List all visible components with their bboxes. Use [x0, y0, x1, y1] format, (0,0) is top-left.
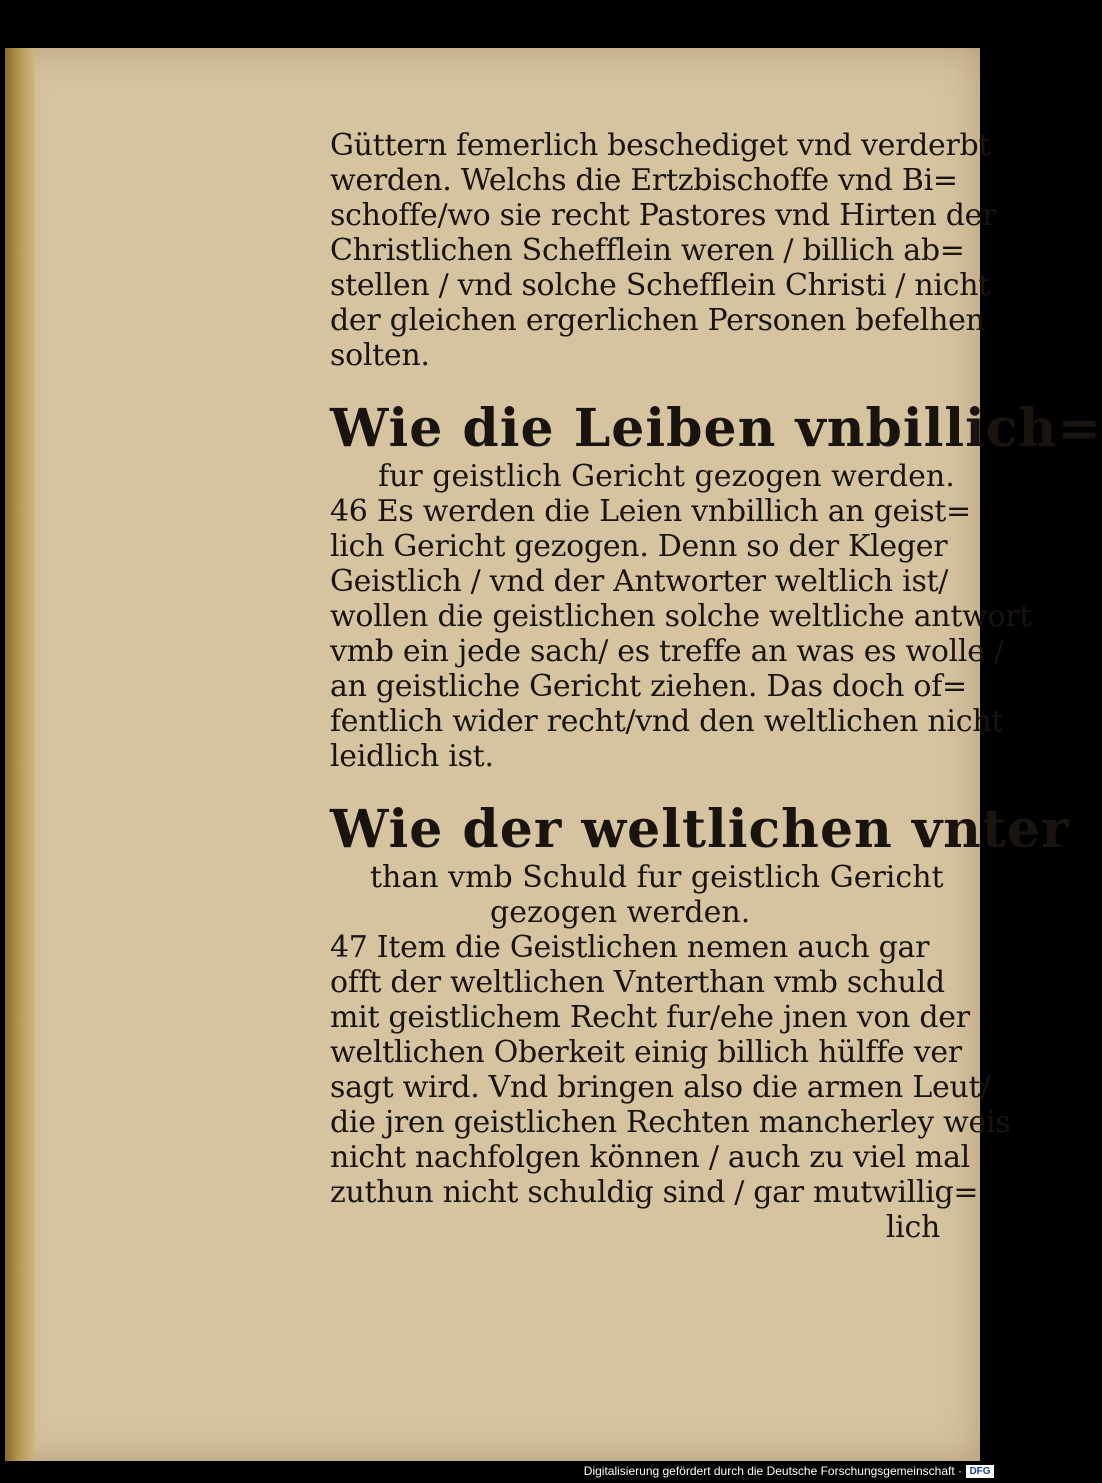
- text-line: 47 Item die Geistlichen nemen auch gar: [330, 930, 930, 965]
- text-line: 46 Es werden die Leien vnbillich an geist=: [330, 494, 971, 529]
- text-line: lich Gericht gezogen. Denn so der Kleger: [330, 529, 948, 564]
- text-line: Geistlich / vnd der Antworter weltlich ist/: [330, 564, 949, 599]
- section-heading: Wie der weltlichen vnter: [330, 799, 1070, 860]
- catchword: lich: [885, 1210, 940, 1245]
- dfg-logo: DFG: [966, 1465, 994, 1478]
- spacer: [330, 373, 940, 399]
- text-line: an geistliche Gericht ziehen. Das doch of=: [330, 669, 967, 704]
- section-subheading: than vmb Schuld fur geistlich Gericht: [370, 860, 944, 895]
- text-line: nicht nachfolgen können / auch zu viel mal: [330, 1140, 970, 1175]
- text-line: fentlich wider recht/vnd den weltlichen nicht: [330, 704, 1003, 739]
- text-line: offt der weltlichen Vnterthan vmb schuld: [330, 965, 945, 1000]
- text-line: schoffe/wo sie recht Pastores vnd Hirten der: [330, 198, 997, 233]
- text-line: der gleichen ergerlichen Personen befelhen: [330, 303, 985, 338]
- spacer: [330, 774, 940, 800]
- section-subheading: gezogen werden.: [490, 895, 751, 930]
- book-binding-edge: [5, 48, 35, 1461]
- text-line: stellen / vnd solche Schefflein Christi / nicht: [330, 268, 990, 303]
- text-block: [330, 128, 1102, 1245]
- text-line: vmb ein jede sach/ es treffe an was es wolle /: [330, 634, 1004, 669]
- section-heading: Wie die Leiben vnbillich=: [330, 398, 1102, 459]
- text-line: weltlichen Oberkeit einig billich hülffe ver: [330, 1035, 962, 1070]
- text-line: die jren geistlichen Rechten mancherley weis: [330, 1105, 1011, 1140]
- text-line: Christlichen Schefflein weren / billich ab=: [330, 233, 965, 268]
- section-subheading: fur geistlich Gericht gezogen werden.: [378, 459, 955, 494]
- text-line: leidlich ist.: [330, 739, 494, 774]
- text-line: mit geistlichem Recht fur/ehe jnen von der: [330, 1000, 970, 1035]
- footer-bar: [0, 1461, 1000, 1483]
- text-line: wollen die geistlichen solche weltliche antwort: [330, 599, 1032, 634]
- footer-credit: Digitalisierung gefördert durch die Deutsche Forschungsgemeinschaft ·: [583, 1464, 962, 1478]
- text-line: solten.: [330, 338, 430, 373]
- text-line: Güttern femerlich beschediget vnd verderbt: [330, 128, 991, 163]
- text-line: zuthun nicht schuldig sind / gar mutwillig=: [330, 1175, 979, 1210]
- text-line: sagt wird. Vnd bringen also die armen Leut/: [330, 1070, 991, 1105]
- text-line: werden. Welchs die Ertzbischoffe vnd Bi=: [330, 163, 958, 198]
